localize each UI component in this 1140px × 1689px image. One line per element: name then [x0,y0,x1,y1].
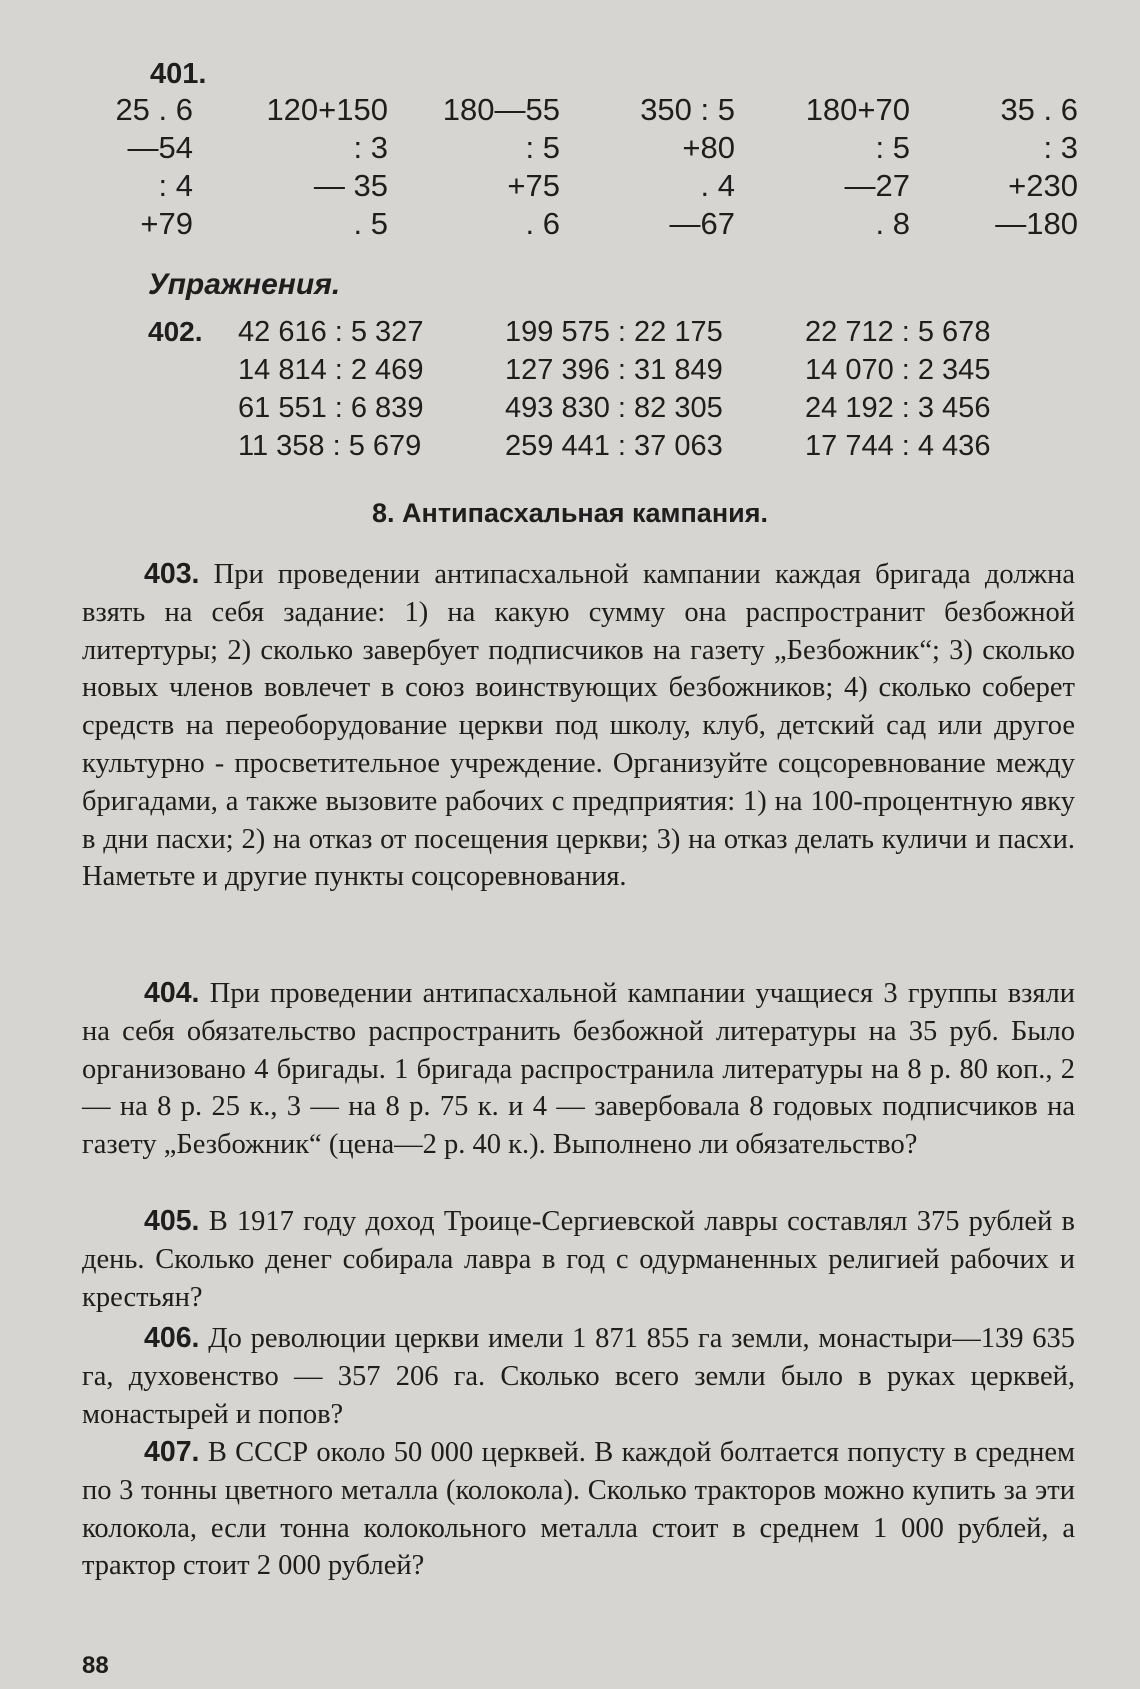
expr-cell: . 8 [875,206,910,241]
problem-402-number: 402. [148,316,203,347]
expr-cell: — 35 [313,168,388,203]
expr-cell: . 4 [700,168,735,203]
division-item: 11 358 : 5 679 [238,430,422,462]
problem-number: 405. [144,1205,200,1237]
problem-text: При проведении антипасхальной кампании учащиеся 3 группы взяли на себя обязательство распространить безбожной литературы на 35 руб. Было организовано 4 бригады. 1 бригада распространила литературы на 8 р. 80 коп., 2 — на 8 р. 25 к., 3 — на 8 р. 75 к. и 4 — завербовала 8 годовых подписчиков на газету „Безбожник“ (цена—2 р. 40 к.). Выполнено ли обязательство? [82,978,1075,1161]
division-item: 17 744 : 4 436 [805,430,991,462]
problem-405 [82,1203,1075,1316]
expr-cell: 180—55 [442,92,560,127]
expr-cell: 120+150 [266,92,388,127]
problem-number: 403. [144,558,200,590]
division-item: 24 192 : 3 456 [805,392,991,424]
expr-cell: +79 [140,206,193,241]
problem-text: До революции церкви имели 1 871 855 га земли, монастыри—139 635 га, духовенство — 357 206 га. Сколько всего земли было в руках церквей, монастырей и попов? [82,1323,1076,1430]
problem-407 [82,1434,1075,1585]
problem-number: 406. [144,1322,200,1354]
problem-403 [82,556,1075,896]
problem-text: При проведении антипасхальной кампании каждая бригада должна взять на себя задание: 1) на какую сумму она распространит безбожной литертуры; 2) сколько завербует подписчиков на газету „Безбожник“; 3) сколько новых членов вовлечет в союз воинствующих безбожников; 4) сколько соберет средств на переоборудование церкви под школу, клуб, детский сад или другое культурно - просветительное учреждение. Организуйте соцсоревнование между бригадами, а также вызовите рабочих с предприятия: 1) на 100-процентную явку в дни пасхи; 2) на отказ от посещения церкви; 3) на отказ делать куличи и пасхи. Наметьте и другие пункты соцсоревнования. [82,559,1076,893]
expr-cell: . 6 [525,206,560,241]
exercises-heading: Упражнения. [148,268,341,301]
division-item: 14 070 : 2 345 [805,354,991,386]
expr-cell: : 5 [525,130,560,165]
expr-cell: 350 : 5 [640,92,735,127]
division-item: 14 814 : 2 469 [238,354,424,386]
problem-text: В 1917 году доход Троице-Сергиевской лавры составлял 375 рублей в день. Сколько денег собирала лавра в год с одурманенных религией рабочих и крестьян? [82,1206,1076,1313]
expr-cell: —54 [127,130,193,165]
expr-cell: +230 [1008,168,1078,203]
division-item: 493 830 : 82 305 [505,392,723,424]
expr-cell: —67 [669,206,735,241]
problem-404 [82,975,1075,1164]
problem-text: В СССР около 50 000 церквей. В каждой болтается попусту в среднем по 3 тонны цветного металла (колокола). Сколько тракторов можно купить за эти колокола, если тонна колокольного металла стоит в среднем 1 000 рублей, а трактор стоит 2 000 рублей? [82,1437,1076,1582]
expr-cell: +80 [682,130,735,165]
expr-cell: : 4 [158,168,193,203]
expr-cell: 25 . 6 [115,92,193,127]
expr-cell: : 3 [1043,130,1078,165]
division-item: 42 616 : 5 327 [238,316,424,348]
section-title: 8. Антипасхальная кампания. [372,498,768,528]
expr-cell: : 5 [875,130,910,165]
expr-cell: 35 . 6 [1000,92,1078,127]
expr-cell: —180 [995,206,1078,241]
expr-cell: +75 [507,168,560,203]
division-item: 259 441 : 37 063 [505,430,723,462]
problem-number: 407. [144,1436,200,1468]
expr-cell: —27 [844,168,910,203]
division-item: 199 575 : 22 175 [505,316,723,348]
division-item: 61 551 : 6 839 [238,392,424,424]
problem-401-number: 401. [150,58,207,90]
problem-number: 404. [144,977,200,1009]
division-item: 22 712 : 5 678 [805,316,991,348]
expr-cell: 180+70 [805,92,910,127]
expr-cell: . 5 [353,206,388,241]
expr-cell: : 3 [353,130,388,165]
problem-406 [82,1320,1075,1433]
division-item: 127 396 : 31 849 [505,354,723,386]
page-number: 88 [82,1652,109,1679]
